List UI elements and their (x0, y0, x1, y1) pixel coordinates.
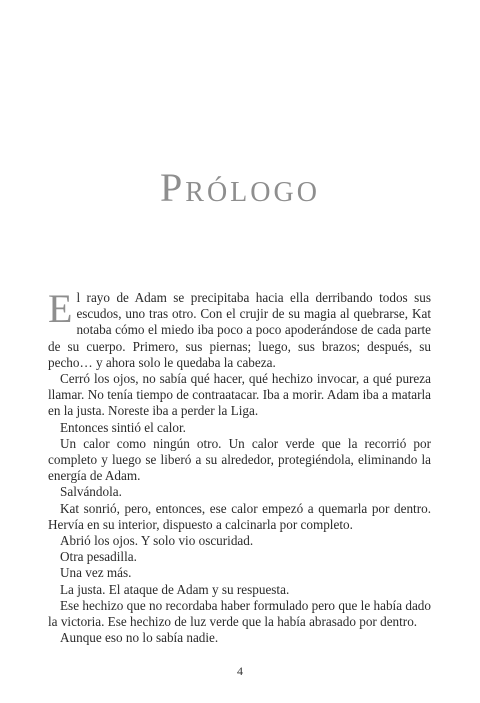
paragraph: Kat sonrió, pero, entonces, ese calor empezó a quemarla por dentro. Hervía en su interior, dispuesto a calcinarla por completo. (48, 500, 431, 532)
paragraph: Una vez más. (60, 565, 132, 581)
paragraph: Abrió los ojos. Y solo vio oscuridad. (60, 533, 254, 549)
paragraph: Ese hechizo que no recordaba haber formulado pero que le había dado la victoria. Ese hechizo de luz verde que la había abrasado por dentro. (48, 597, 431, 630)
paragraph: Un calor como ningún otro. Un calor verde que la recorrió por completo y luego se liberó a su alrededor, protegiéndola, eliminando la energía de Adam. (48, 435, 431, 484)
page-number: 4 (237, 664, 243, 678)
paragraph: La justa. El ataque de Adam y su respuesta. (60, 581, 290, 597)
paragraph: Aunque eso no lo sabía nadie. (60, 630, 219, 646)
paragraph-first (48, 286, 431, 371)
paragraph: Otra pesadilla. (60, 549, 137, 565)
chapter-title: Prólogo (160, 165, 320, 210)
paragraph: Entonces sintió el calor. (60, 419, 186, 435)
drop-cap: E (48, 286, 73, 331)
paragraph: Cerró los ojos, no sabía qué hacer, qué hechizo invocar, a qué pureza llamar. No tenía tiempo de contraatacar. Iba a morir. Adam iba a matarla en la justa. Noreste iba a perder la Liga. (48, 371, 431, 419)
body-text (48, 286, 431, 646)
first-paragraph-text: l rayo de Adam se precipitaba hacia ella derribando todos sus escudos, uno tras otro. Con el crujir de su magia al quebrarse, Kat notaba cómo el miedo iba poco a poco apoderándose de cada parte de su cuerpo. Primero, sus piernas; luego, sus brazos; después, su pecho… y ahora solo le quedaba la cabeza. (48, 290, 431, 370)
paragraph: Salvándola. (60, 484, 122, 500)
